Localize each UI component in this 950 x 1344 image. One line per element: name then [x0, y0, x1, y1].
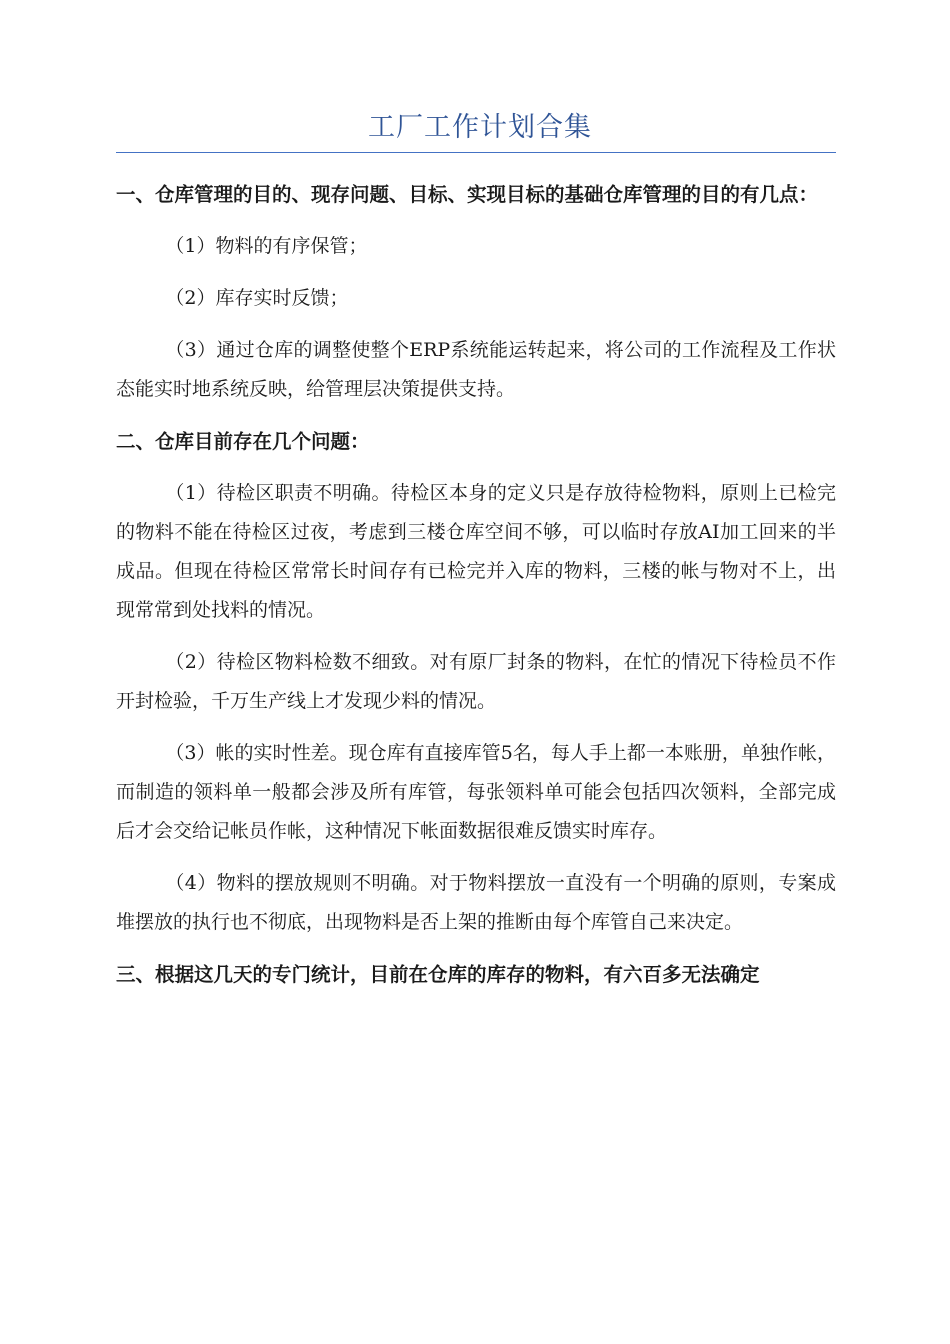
paragraph: （3）帐的实时性差。现仓库有直接库管5名，每人手上都一本账册，单独作帐，而制造的领料单一般都会涉及所有库管，每张领料单可能会包括四次领料，全部完成后才会交给记帐员作帐，这种情况下帐面数据很难反馈实时库存。: [116, 742, 836, 842]
section-1: [116, 175, 836, 409]
paragraph: （4）物料的摆放规则不明确。对于物料摆放一直没有一个明确的原则，专案成堆摆放的执行也不彻底，出现物料是否上架的推断由每个库管自己来决定。: [116, 872, 836, 933]
section-2: [116, 422, 836, 942]
document-title: 工厂工作计划合集: [368, 112, 592, 143]
section-heading: 三、根据这几天的专门统计，目前在仓库的库存的物料，有六百多无法确定: [116, 963, 760, 986]
paragraph: （2）待检区物料检数不细致。对有原厂封条的物料，在忙的情况下待检员不作开封检验，千万生产线上才发现少料的情况。: [116, 651, 836, 712]
paragraph: （2）库存实时反馈；: [165, 287, 349, 309]
section-heading: 二、仓库目前存在几个问题：: [116, 430, 370, 453]
document-page: [116, 108, 836, 1007]
title-underline: [116, 152, 836, 153]
paragraph: （3）通过仓库的调整使整个ERP系统能运转起来，将公司的工作流程及工作状态能实时地系统反映，给管理层决策提供支持。: [116, 339, 836, 400]
paragraph: （1）物料的有序保管；: [165, 235, 368, 257]
section-heading: 一、仓库管理的目的、现存问题、目标、实现目标的基础仓库管理的目的有几点：: [116, 183, 819, 206]
paragraph: （1）待检区职责不明确。待检区本身的定义只是存放待检物料，原则上已检完的物料不能在待检区过夜，考虑到三楼仓库空间不够，可以临时存放AI加工回来的半成品。但现在待检区常常长时间存有已检完并入库的物料，三楼的帐与物对不上，出现常常到处找料的情况。: [116, 482, 836, 621]
section-3: [116, 955, 836, 994]
